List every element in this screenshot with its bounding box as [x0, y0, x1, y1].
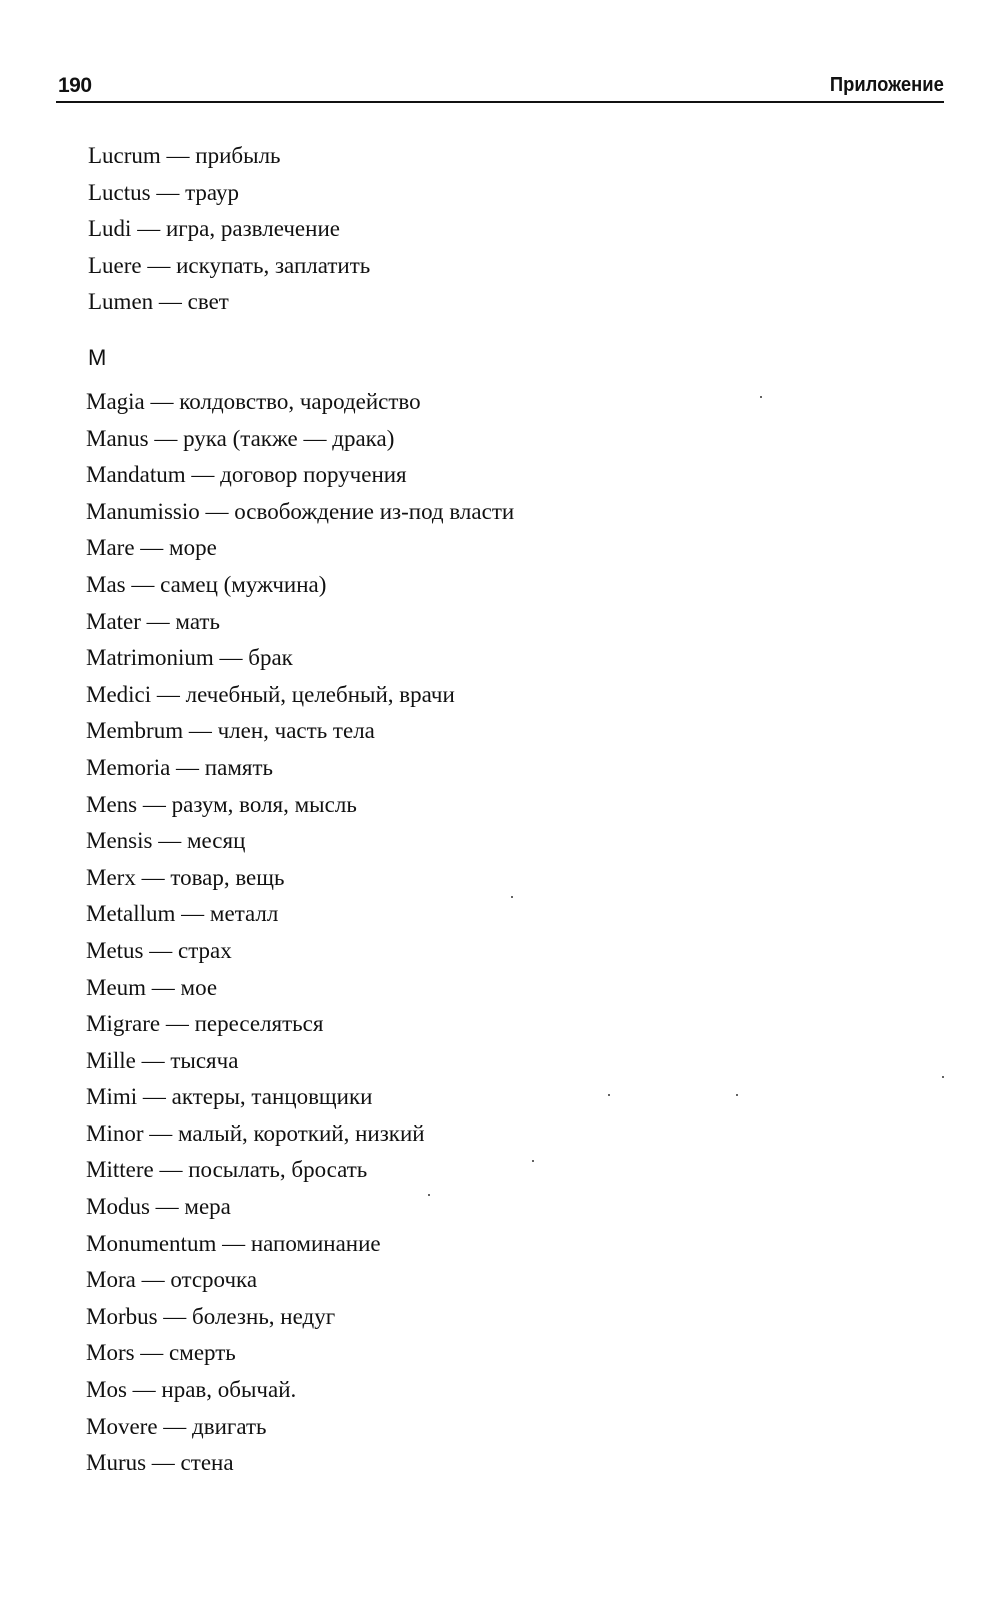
- glossary-entry: Morbus — болезнь, недуг: [86, 1303, 336, 1329]
- scan-speck: [428, 1194, 430, 1196]
- glossary-entry: Mille — тысяча: [86, 1047, 239, 1073]
- page-number: 190: [58, 74, 92, 97]
- header-rule: [56, 101, 944, 103]
- glossary-entry: Mensis — месяц: [86, 828, 246, 854]
- glossary-entry: Metus — страх: [86, 937, 232, 963]
- scan-speck: [511, 896, 513, 898]
- glossary-entry: Luere — искупать, заплатить: [88, 252, 371, 278]
- scan-speck: [942, 1076, 944, 1078]
- glossary-entry: Metallum — металл: [86, 901, 279, 927]
- glossary-entry: Ludi — игра, развлечение: [88, 216, 340, 242]
- glossary-entry: Migrare — переселяться: [86, 1011, 324, 1037]
- glossary-entry: Magia — колдовство, чародейство: [86, 389, 421, 414]
- glossary-entry: Meum — мое: [86, 974, 218, 1000]
- scan-speck: [608, 1094, 610, 1096]
- glossary-entry: Manumissio — освобождение из-под власти: [86, 498, 515, 524]
- glossary-entry: Medici — лечебный, целебный, врачи: [86, 681, 455, 707]
- glossary-entry: Merx — товар, вещь: [86, 864, 285, 890]
- glossary-entry: Lumen — свет: [88, 289, 229, 315]
- glossary-entry: Mos — нрав, обычай.: [86, 1377, 297, 1403]
- glossary-entry: Lucrum — прибыль: [88, 143, 281, 168]
- glossary-entry: Murus — стена: [86, 1450, 234, 1476]
- scan-speck: [760, 396, 762, 398]
- glossary-entry: Mors — смерть: [86, 1340, 236, 1366]
- glossary-entry: Mare — море: [86, 535, 217, 561]
- running-head: Приложение: [830, 74, 944, 96]
- glossary-entry: Monumentum — напоминание: [86, 1230, 381, 1256]
- glossary-entry: Memoria — память: [86, 754, 273, 780]
- glossary-entry: Mater — мать: [86, 608, 220, 634]
- glossary-entry: Membrum — член, часть тела: [86, 718, 375, 744]
- glossary-entry: Mandatum — договор поручения: [86, 462, 407, 488]
- glossary-section-l: [88, 138, 370, 321]
- glossary-entry: Matrimonium — брак: [86, 645, 293, 671]
- scan-speck: [532, 1160, 534, 1162]
- glossary-entry: Mittere — посылать, бросать: [86, 1157, 368, 1183]
- scan-speck: [736, 1094, 738, 1096]
- glossary-entry: Mimi — актеры, танцовщики: [86, 1084, 373, 1110]
- page-header: [58, 74, 944, 102]
- glossary-entry: Movere — двигать: [86, 1413, 267, 1439]
- glossary-entry: Luctus — траур: [88, 179, 239, 205]
- glossary-entry: Modus — мера: [86, 1194, 231, 1220]
- glossary-entry: Minor — малый, короткий, низкий: [86, 1120, 425, 1146]
- glossary-entry: Mens — разум, воля, мысль: [86, 791, 357, 817]
- letter-heading: М: [88, 345, 107, 370]
- glossary-entry: Mas — самец (мужчина): [86, 571, 327, 597]
- glossary-entry: Manus — рука (также — драка): [86, 425, 395, 451]
- glossary-section-m: [86, 384, 514, 1482]
- glossary-entry: Mora — отсрочка: [86, 1267, 258, 1293]
